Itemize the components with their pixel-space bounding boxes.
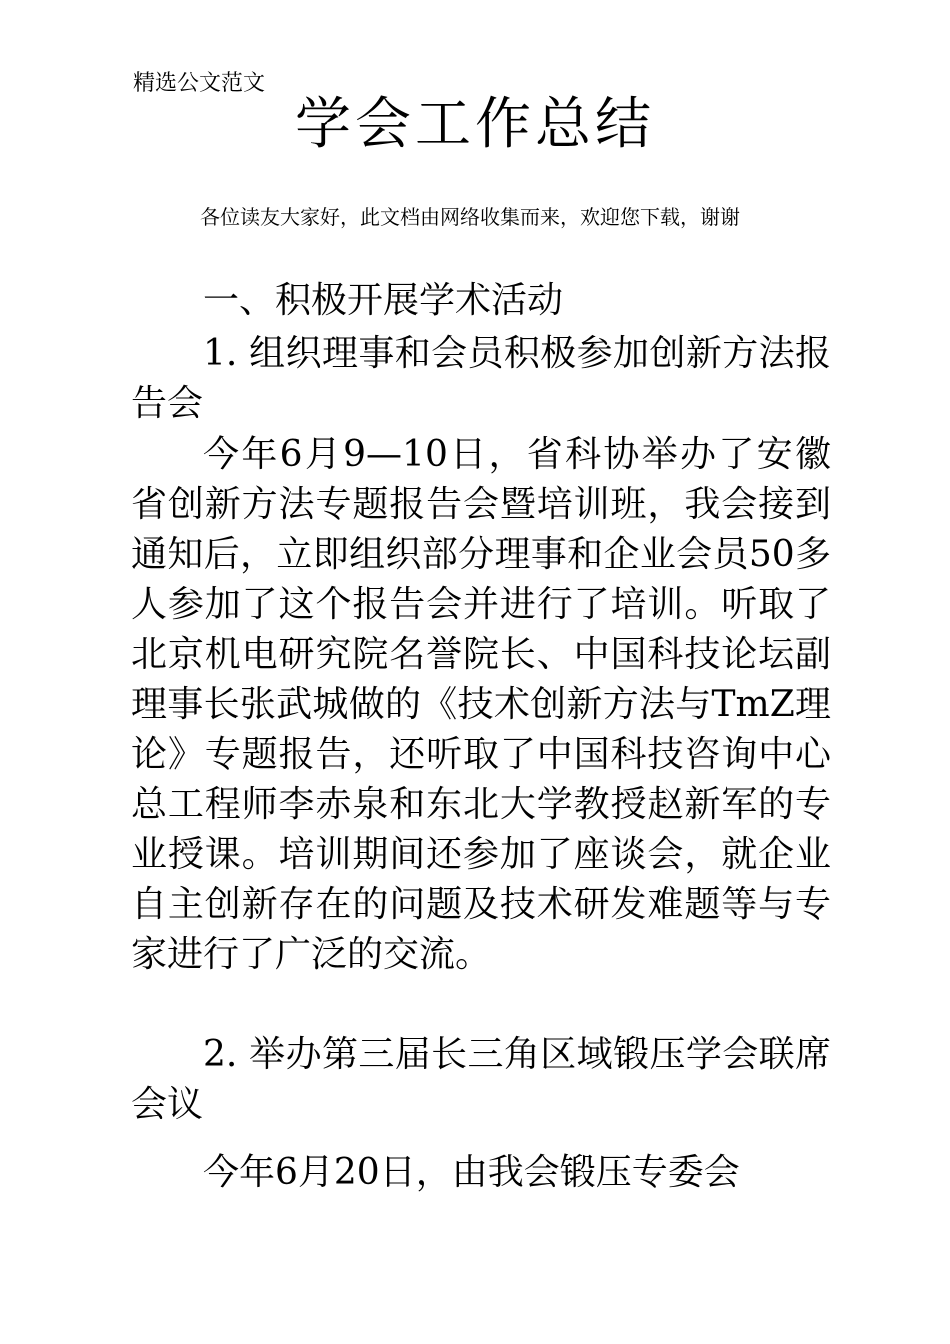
item-heading-1: 1. 组织理事和会员积极参加创新方法报告会 bbox=[131, 333, 831, 424]
item-heading-2: 2. 举办第三届长三角区域锻压学会联席会议 bbox=[131, 1034, 831, 1125]
header-label: 精选公文范文 bbox=[133, 71, 266, 96]
body-paragraph-1: 今年6月9—10日，省科协举办了安徽省创新方法专题报告会暨培训班，我会接到通知后，立即组织部分理事和企业会员50多人参加了这个报告会并进行了培训。听取了北京机电研究院名誉院长、中国科技论坛副理事长张武城做的《技术创新方法与TmZ理论》专题报告，还听取了中国科技咨询中心总工程师李赤泉和东北大学教授赵新军的专业授课。培训期间还参加了座谈会，就企业自主创新存在的问题及技术研发难题等与专家进行了广泛的交流。 bbox=[131, 434, 831, 975]
body-paragraph-2: 今年6月20日，由我会锻压专委会 bbox=[203, 1152, 740, 1193]
section-heading: 一、积极开展学术活动 bbox=[203, 280, 564, 321]
page-title: 学会工作总结 bbox=[295, 92, 655, 157]
download-notice: 各位读友大家好，此文档由网络收集而来，欢迎您下载，谢谢 bbox=[200, 205, 740, 229]
